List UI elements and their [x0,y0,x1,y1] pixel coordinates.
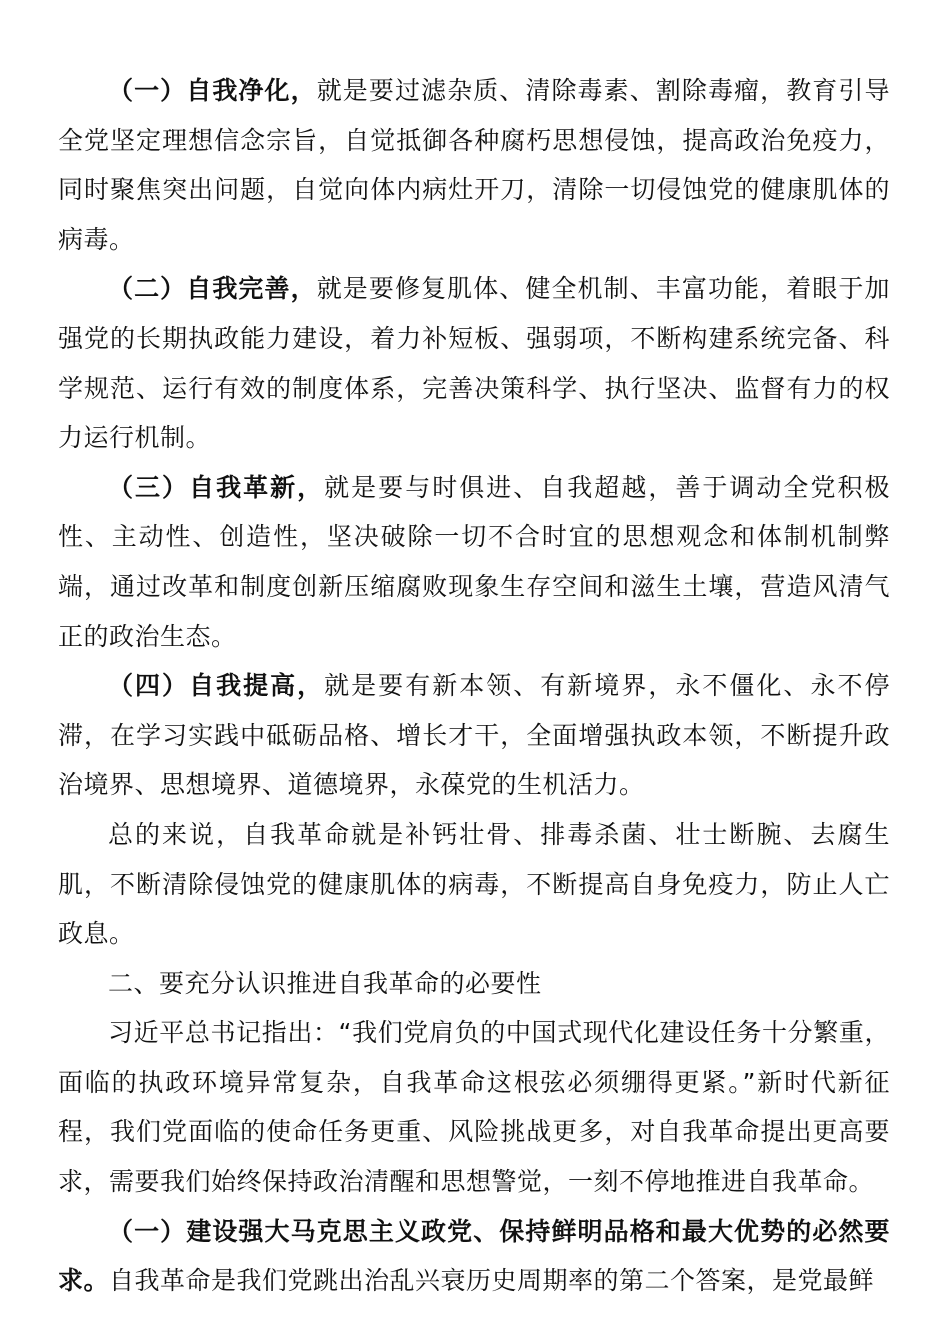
paragraph-self-renewal [58,463,890,661]
paragraph-self-purification [58,66,890,264]
paragraph-text: 就是要与时俱进、自我超越，善于调动全党积极性、主动性、创造性，坚决破除一切不合时宜的思想观念和体制机制弊端，通过改革和制度创新压缩腐败现象生存空间和滋生土壤，营造风清气正的政治生态。 [58,472,890,651]
paragraph-text: 自我革命是我们党跳出治乱兴衰历史周期率的第二个答案，是党最鲜 [109,1266,875,1296]
paragraph-summary [58,810,890,959]
paragraph-lead: （一）建设强大马克思主义政党、保持鲜明品格和最大优势的必然要求。 [58,1216,890,1296]
paragraph-text: 就是要过滤杂质、清除毒素、割除毒瘤，教育引导全党坚定理想信念宗旨，自觉抵御各种腐朽思想侵蚀，提高政治免疫力，同时聚焦突出问题，自觉向体内病灶开刀，清除一切侵蚀党的健康肌体的病毒。 [58,76,890,254]
paragraph-text: 总的来说，自我革命就是补钙壮骨、排毒杀菌、壮士断腕、去腐生肌，不断清除侵蚀党的健康肌体的病毒，不断提高自身免疫力，防止人亡政息。 [58,819,890,949]
paragraph-self-enhancement [58,661,890,810]
paragraph-self-improvement [58,264,890,462]
paragraph-final [58,1207,890,1306]
paragraph-lead: （二）自我完善， [108,274,317,304]
paragraph-lead: （三）自我革新， [108,472,325,502]
section-heading: 二、要充分认识推进自我革命的必要性 [108,968,542,998]
paragraph-text: 就是要修复肌体、健全机制、丰富功能，着眼于加强党的长期执政能力建设，着力补短板、强弱项，不断构建系统完备、科学规范、运行有效的制度体系，完善决策科学、执行坚决、监督有力的权力运行机制。 [58,274,890,453]
paragraph-lead: （一）自我净化， [108,76,317,105]
paragraph-quote: 习近平总书记指出：“我们党肩负的中国式现代化建设任务十分繁重，面临的执政环境异常复杂，自我革命这根弦必须绷得更紧。”新时代新征程，我们党面临的使命任务更重、风险挑战更多，对自我革命提出更高要求，需要我们始终保持政治清醒和思想警觉，一刻不停地推进自我革命。 [58,1018,890,1197]
paragraph-lead: （四）自我提高， [108,671,325,701]
paragraph-text: 就是要有新本领、有新境界，永不僵化、永不停滞，在学习实践中砥砺品格、增长才干，全面增强执政本领，不断提升政治境界、思想境界、道德境界，永葆党的生机活力。 [58,671,890,800]
